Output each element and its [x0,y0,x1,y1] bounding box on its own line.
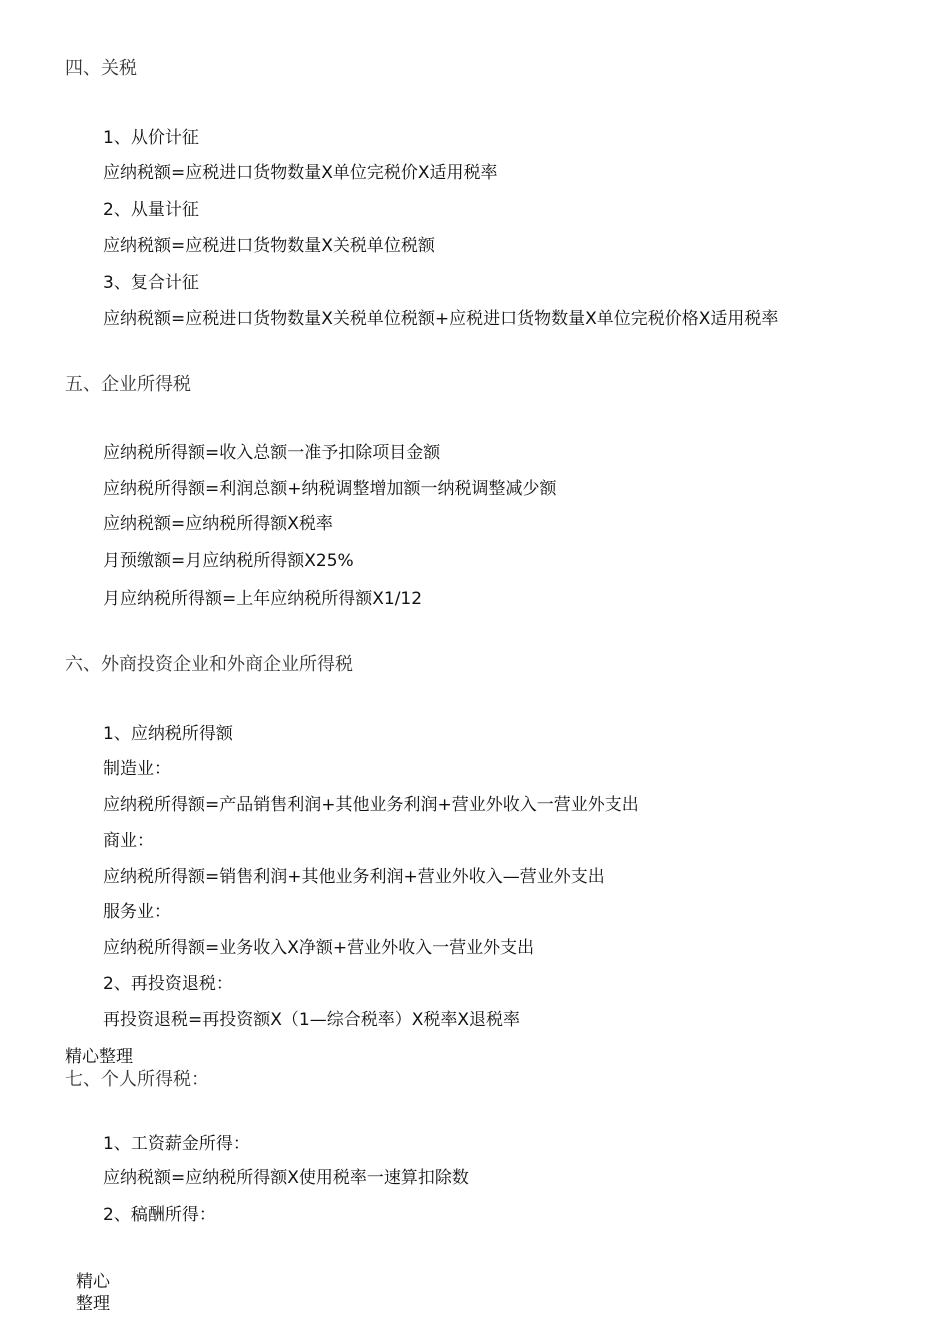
subheading: 3、复合计征 [103,273,199,293]
formula-line: 应纳税所得额=收入总额一准予扣除项目金额 [103,443,441,463]
subheading: 2、稿酬所得： [103,1205,216,1225]
footer-mark-line1: 精心 [76,1272,110,1292]
formula-line: 应纳税所得额=销售利润+其他业务利润+营业外收入—营业外支出 [103,867,605,887]
formula-line: 再投资退税=再投资额X（1—综合税率）X税率X退税率 [103,1010,520,1030]
category-label: 服务业： [103,902,171,922]
subheading: 1、应纳税所得额 [103,724,233,744]
formula-line: 应纳税额=应税进口货物数量X关税单位税额 [103,236,435,256]
formula-line: 应纳税额=应税进口货物数量X关税单位税额+应税进口货物数量X单位完税价格X适用税率 [103,309,779,329]
footer-mark: 精心整理 [65,1047,133,1067]
subheading: 2、再投资退税： [103,974,233,994]
formula-line: 应纳税额=应纳税所得额X税率 [103,514,333,534]
formula-line: 应纳税所得额=利润总额+纳税调整增加额一纳税调整减少额 [103,479,557,499]
section-title-personal-income-tax: 七、个人所得税： [65,1069,209,1090]
section-title-foreign-enterprise-tax: 六、外商投资企业和外商企业所得税 [65,654,353,675]
section-title-tariff: 四、关税 [65,58,137,79]
category-label: 商业： [103,831,154,851]
formula-line: 月应纳税所得额=上年应纳税所得额X1/12 [103,589,423,609]
subheading: 1、从价计征 [103,128,199,148]
category-label: 制造业： [103,759,171,779]
formula-line: 应纳税所得额=产品销售利润+其他业务利润+营业外收入一营业外支出 [103,795,639,815]
subheading: 1、工资薪金所得： [103,1134,250,1154]
section-title-enterprise-income-tax: 五、企业所得税 [65,374,191,395]
subheading: 2、从量计征 [103,200,199,220]
formula-line: 应纳税额=应税进口货物数量X单位完税价X适用税率 [103,163,498,183]
formula-line: 应纳税额=应纳税所得额X使用税率一速算扣除数 [103,1168,469,1188]
footer-mark-line2: 整理 [76,1294,110,1314]
formula-line: 月预缴额=月应纳税所得额X25% [103,551,354,571]
formula-line: 应纳税所得额=业务收入X净额+营业外收入一营业外支出 [103,938,535,958]
